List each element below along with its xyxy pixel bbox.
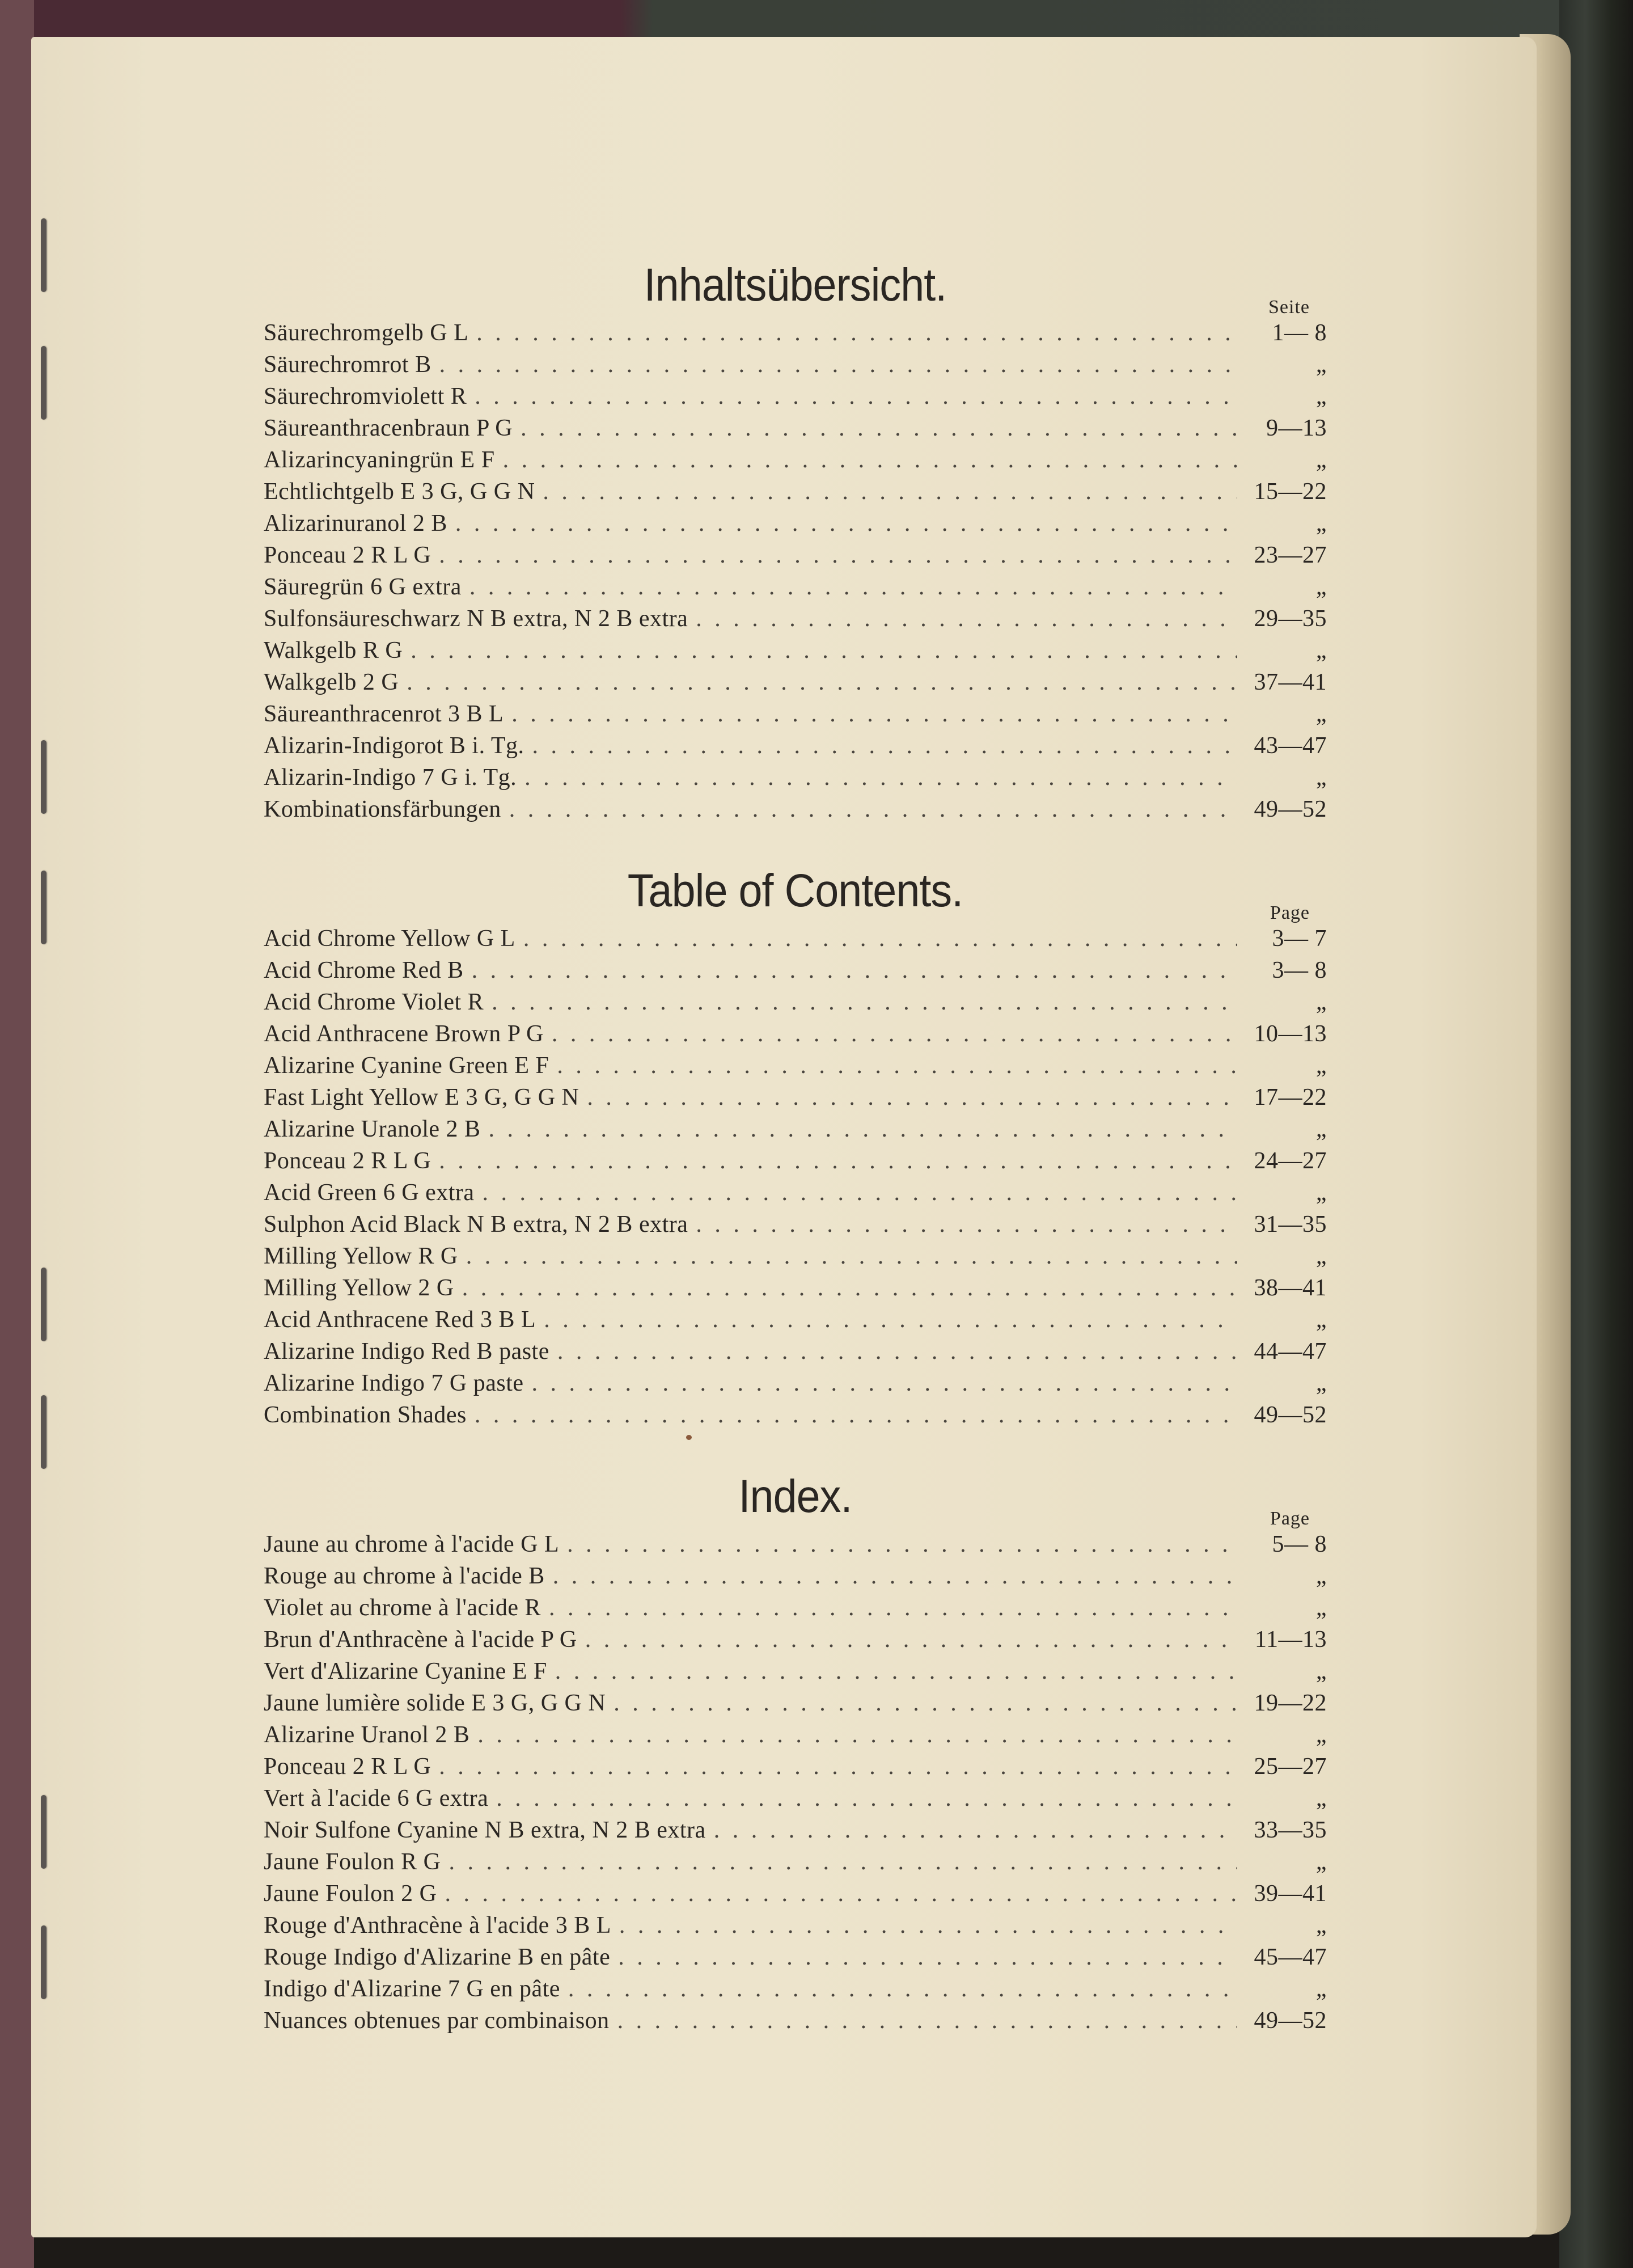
binding-stitch xyxy=(41,871,46,944)
contents-entry xyxy=(264,1592,1327,1624)
contents-entry xyxy=(264,1018,1327,1050)
entry-pages: 25—27 xyxy=(1254,1754,1327,1780)
dot-leader xyxy=(696,1209,1237,1240)
entry-name: Acid Chrome Red B xyxy=(264,957,464,983)
contents-entry xyxy=(264,1145,1327,1177)
dot-leader xyxy=(489,1113,1237,1145)
dot-leader xyxy=(483,1177,1237,1209)
entry-name: Säurechromgelb G L xyxy=(264,320,469,346)
dot-leader xyxy=(543,476,1237,508)
contents-entry xyxy=(264,1082,1327,1113)
section-french xyxy=(264,1469,1327,2037)
dot-leader xyxy=(619,1910,1237,1941)
dot-leader xyxy=(411,635,1237,666)
contents-entry xyxy=(264,986,1327,1018)
entry-pages: „ xyxy=(1315,574,1327,600)
contents-entry xyxy=(264,1367,1327,1399)
entry-name: Fast Light Yellow E 3 G, G G N xyxy=(264,1084,579,1110)
dot-leader xyxy=(492,986,1237,1018)
dot-leader xyxy=(532,1367,1237,1399)
entry-name: Alizarine Uranole 2 B xyxy=(264,1116,481,1142)
contents-entry xyxy=(264,635,1327,666)
entry-pages: 44—47 xyxy=(1254,1338,1327,1365)
dot-leader xyxy=(544,1304,1237,1336)
dot-leader xyxy=(477,1719,1237,1751)
entry-name: Säurechromrot B xyxy=(264,352,431,378)
dot-leader xyxy=(552,1018,1237,1050)
entry-name: Walkgelb R G xyxy=(264,637,403,664)
entry-name: Säuregrün 6 G extra xyxy=(264,574,462,600)
entry-name: Alizarine Uranol 2 B xyxy=(264,1722,470,1748)
entry-name: Ponceau 2 R L G xyxy=(264,1148,431,1174)
dot-leader xyxy=(439,349,1237,381)
entry-pages: 31—35 xyxy=(1254,1211,1327,1238)
binding-stitch xyxy=(41,1395,46,1469)
dot-leader xyxy=(407,666,1237,698)
entry-pages: „ xyxy=(1315,352,1327,378)
dot-leader xyxy=(476,317,1237,349)
entry-list xyxy=(264,923,1327,1431)
section-title: Table of Contents. xyxy=(627,865,963,917)
dot-leader xyxy=(439,1145,1237,1177)
entry-pages: 23—27 xyxy=(1254,542,1327,568)
entry-name: Säurechromviolett R xyxy=(264,383,467,409)
book-cover-left xyxy=(0,0,34,2268)
dot-leader xyxy=(553,1560,1237,1592)
contents-entry xyxy=(264,1687,1327,1719)
entry-pages: „ xyxy=(1315,637,1327,664)
entry-name: Sulfonsäureschwarz N B extra, N 2 B extra xyxy=(264,606,688,632)
contents-entry xyxy=(264,539,1327,571)
contents-entry xyxy=(264,381,1327,412)
entry-name: Alizarine Cyanine Green E F xyxy=(264,1053,549,1079)
binding-stitch xyxy=(41,1795,46,1869)
section-german xyxy=(264,258,1327,825)
contents-entry xyxy=(264,793,1327,825)
entry-pages: „ xyxy=(1315,510,1327,537)
dot-leader xyxy=(555,1655,1237,1687)
entry-name: Acid Chrome Yellow G L xyxy=(264,926,515,952)
contents-entry xyxy=(264,1783,1327,1814)
contents-entry xyxy=(264,1399,1327,1431)
binding-stitch xyxy=(41,346,46,420)
dot-leader xyxy=(509,793,1237,825)
entry-pages: 49—52 xyxy=(1254,2008,1327,2034)
contents-entry xyxy=(264,476,1327,508)
entry-name: Acid Anthracene Brown P G xyxy=(264,1021,544,1047)
contents-entry xyxy=(264,1240,1327,1272)
entry-list xyxy=(264,1528,1327,2037)
entry-name: Acid Chrome Violet R xyxy=(264,989,484,1015)
contents-entry xyxy=(264,1560,1327,1592)
entry-name: Milling Yellow 2 G xyxy=(264,1275,454,1301)
entry-pages: 3— 7 xyxy=(1272,926,1327,952)
contents-entry xyxy=(264,1336,1327,1367)
contents-entry xyxy=(264,508,1327,539)
entry-name: Alizarin-Indigorot B i. Tg. xyxy=(264,733,524,759)
page-column-label: Seite xyxy=(1268,297,1310,318)
dot-leader xyxy=(587,1082,1237,1113)
dot-leader xyxy=(523,923,1237,954)
contents-entry xyxy=(264,1973,1327,2005)
entry-pages: 49—52 xyxy=(1254,796,1327,822)
dot-leader xyxy=(462,1272,1237,1304)
entry-pages: 17—22 xyxy=(1254,1084,1327,1110)
entry-name: Rouge Indigo d'Alizarine B en pâte xyxy=(264,1944,611,1970)
entry-pages: „ xyxy=(1315,1370,1327,1396)
entry-pages: 10—13 xyxy=(1254,1021,1327,1047)
entry-name: Vert à l'acide 6 G extra xyxy=(264,1785,489,1811)
entry-pages: „ xyxy=(1315,701,1327,727)
contents-entry xyxy=(264,1655,1327,1687)
entry-pages: „ xyxy=(1315,1180,1327,1206)
contents-entry xyxy=(264,412,1327,444)
contents-page xyxy=(264,258,1327,2037)
contents-entry xyxy=(264,698,1327,730)
entry-name: Alizarine Indigo Red B paste xyxy=(264,1338,549,1365)
contents-entry xyxy=(264,666,1327,698)
entry-pages: „ xyxy=(1315,383,1327,409)
contents-entry xyxy=(264,1528,1327,1560)
contents-entry xyxy=(264,1113,1327,1145)
dot-leader xyxy=(714,1814,1237,1846)
contents-entry xyxy=(264,923,1327,954)
entry-pages: 33—35 xyxy=(1254,1817,1327,1843)
entry-pages: „ xyxy=(1315,989,1327,1015)
contents-entry xyxy=(264,1719,1327,1751)
dot-leader xyxy=(472,954,1237,986)
dot-leader xyxy=(549,1592,1237,1624)
section-title: Inhaltsübersicht. xyxy=(644,259,947,311)
dot-leader xyxy=(455,508,1237,539)
entry-name: Ponceau 2 R L G xyxy=(264,542,431,568)
dot-leader xyxy=(466,1240,1237,1272)
entry-pages: „ xyxy=(1315,1722,1327,1748)
dot-leader xyxy=(617,2005,1237,2037)
dot-leader xyxy=(469,571,1237,603)
entry-name: Jaune Foulon R G xyxy=(264,1849,441,1875)
contents-entry xyxy=(264,1910,1327,1941)
contents-entry xyxy=(264,1209,1327,1240)
entry-pages: „ xyxy=(1315,1053,1327,1079)
contents-entry xyxy=(264,1050,1327,1082)
entry-pages: „ xyxy=(1315,1307,1327,1333)
entry-name: Jaune au chrome à l'acide G L xyxy=(264,1531,560,1557)
entry-pages: „ xyxy=(1315,1785,1327,1811)
entry-pages: 39—41 xyxy=(1254,1881,1327,1907)
entry-pages: 15—22 xyxy=(1254,479,1327,505)
entry-name: Jaune Foulon 2 G xyxy=(264,1881,437,1907)
entry-name: Walkgelb 2 G xyxy=(264,669,399,695)
entry-name: Violet au chrome à l'acide R xyxy=(264,1595,541,1621)
entry-name: Jaune lumière solide E 3 G, G G N xyxy=(264,1690,606,1716)
contents-entry xyxy=(264,571,1327,603)
entry-pages: „ xyxy=(1315,1849,1327,1875)
binding-stitch xyxy=(41,740,46,814)
contents-entry xyxy=(264,444,1327,476)
contents-entry xyxy=(264,1814,1327,1846)
page-column-label: Page xyxy=(1270,902,1310,923)
dot-leader xyxy=(511,698,1237,730)
dot-leader xyxy=(568,1973,1237,2005)
entry-name: Vert d'Alizarine Cyanine E F xyxy=(264,1658,547,1684)
entry-pages: 38—41 xyxy=(1254,1275,1327,1301)
entry-name: Acid Green 6 G extra xyxy=(264,1180,475,1206)
entry-name: Alizarin-Indigo 7 G i. Tg. xyxy=(264,765,517,791)
dot-leader xyxy=(439,1751,1237,1783)
entry-name: Milling Yellow R G xyxy=(264,1243,458,1269)
entry-pages: 29—35 xyxy=(1254,606,1327,632)
dot-leader xyxy=(475,1399,1237,1431)
entry-name: Alizarincyaningrün E F xyxy=(264,447,495,473)
contents-entry xyxy=(264,1878,1327,1910)
entry-name: Säureanthracenrot 3 B L xyxy=(264,701,504,727)
entry-name: Ponceau 2 R L G xyxy=(264,1754,431,1780)
page-column-label: Page xyxy=(1270,1508,1310,1529)
entry-pages: „ xyxy=(1315,1116,1327,1142)
binding-stitch xyxy=(41,1925,46,1999)
dot-leader xyxy=(475,381,1237,412)
entry-pages: „ xyxy=(1315,765,1327,791)
dot-leader xyxy=(585,1624,1237,1655)
contents-entry xyxy=(264,2005,1327,2037)
entry-name: Noir Sulfone Cyanine N B extra, N 2 B extra xyxy=(264,1817,706,1843)
entry-name: Kombinationsfärbungen xyxy=(264,796,501,822)
entry-pages: „ xyxy=(1315,1595,1327,1621)
entry-name: Acid Anthracene Red 3 B L xyxy=(264,1307,536,1333)
contents-entry xyxy=(264,1177,1327,1209)
entry-name: Rouge d'Anthracène à l'acide 3 B L xyxy=(264,1912,611,1938)
contents-entry xyxy=(264,349,1327,381)
dot-leader xyxy=(496,1783,1237,1814)
entry-pages: 49—52 xyxy=(1254,1402,1327,1428)
contents-entry xyxy=(264,603,1327,635)
entry-pages: 45—47 xyxy=(1254,1944,1327,1970)
dot-leader xyxy=(696,603,1237,635)
entry-pages: 11—13 xyxy=(1255,1627,1327,1653)
entry-pages: 37—41 xyxy=(1254,669,1327,695)
entry-pages: 3— 8 xyxy=(1272,957,1327,983)
dot-leader xyxy=(557,1336,1237,1367)
entry-pages: 19—22 xyxy=(1254,1690,1327,1716)
entry-pages: „ xyxy=(1315,1912,1327,1938)
entry-name: Säureanthracenbraun P G xyxy=(264,415,513,441)
dot-leader xyxy=(449,1846,1238,1878)
dot-leader xyxy=(567,1528,1237,1560)
dot-leader xyxy=(524,762,1237,793)
section-english xyxy=(264,864,1327,1431)
dot-leader xyxy=(439,539,1237,571)
contents-entry xyxy=(264,730,1327,762)
contents-entry xyxy=(264,1846,1327,1878)
dot-leader xyxy=(445,1878,1238,1910)
dot-leader xyxy=(532,730,1237,762)
binding-stitch xyxy=(41,1268,46,1341)
entry-pages: „ xyxy=(1315,1243,1327,1269)
entry-name: Brun d'Anthracène à l'acide P G xyxy=(264,1627,577,1653)
dot-leader xyxy=(503,444,1237,476)
entry-pages: 43—47 xyxy=(1254,733,1327,759)
entry-name: Combination Shades xyxy=(264,1402,467,1428)
contents-entry xyxy=(264,1941,1327,1973)
contents-entry xyxy=(264,317,1327,349)
entry-name: Echtlichtgelb E 3 G, G G N xyxy=(264,479,535,505)
entry-pages: 24—27 xyxy=(1254,1148,1327,1174)
contents-entry xyxy=(264,1304,1327,1336)
entry-list xyxy=(264,317,1327,825)
dot-leader xyxy=(618,1941,1237,1973)
binding-stitch xyxy=(41,218,46,292)
section-title: Index. xyxy=(738,1471,852,1522)
contents-entry xyxy=(264,762,1327,793)
entry-name: Nuances obtenues par combinaison xyxy=(264,2008,610,2034)
entry-pages: „ xyxy=(1315,1658,1327,1684)
entry-name: Sulphon Acid Black N B extra, N 2 B extra xyxy=(264,1211,688,1238)
contents-entry xyxy=(264,954,1327,986)
contents-entry xyxy=(264,1624,1327,1655)
entry-pages: „ xyxy=(1315,1976,1327,2002)
entry-pages: 1— 8 xyxy=(1272,320,1327,346)
entry-pages: „ xyxy=(1315,447,1327,473)
contents-entry xyxy=(264,1751,1327,1783)
dot-leader xyxy=(557,1050,1237,1082)
entry-name: Alizarine Indigo 7 G paste xyxy=(264,1370,524,1396)
contents-entry xyxy=(264,1272,1327,1304)
entry-name: Alizarinuranol 2 B xyxy=(264,510,447,537)
entry-name: Rouge au chrome à l'acide B xyxy=(264,1563,545,1589)
entry-pages: „ xyxy=(1315,1563,1327,1589)
entry-pages: 5— 8 xyxy=(1272,1531,1327,1557)
entry-name: Indigo d'Alizarine 7 G en pâte xyxy=(264,1976,560,2002)
dot-leader xyxy=(521,412,1237,444)
entry-pages: 9—13 xyxy=(1266,415,1327,441)
dot-leader xyxy=(614,1687,1237,1719)
